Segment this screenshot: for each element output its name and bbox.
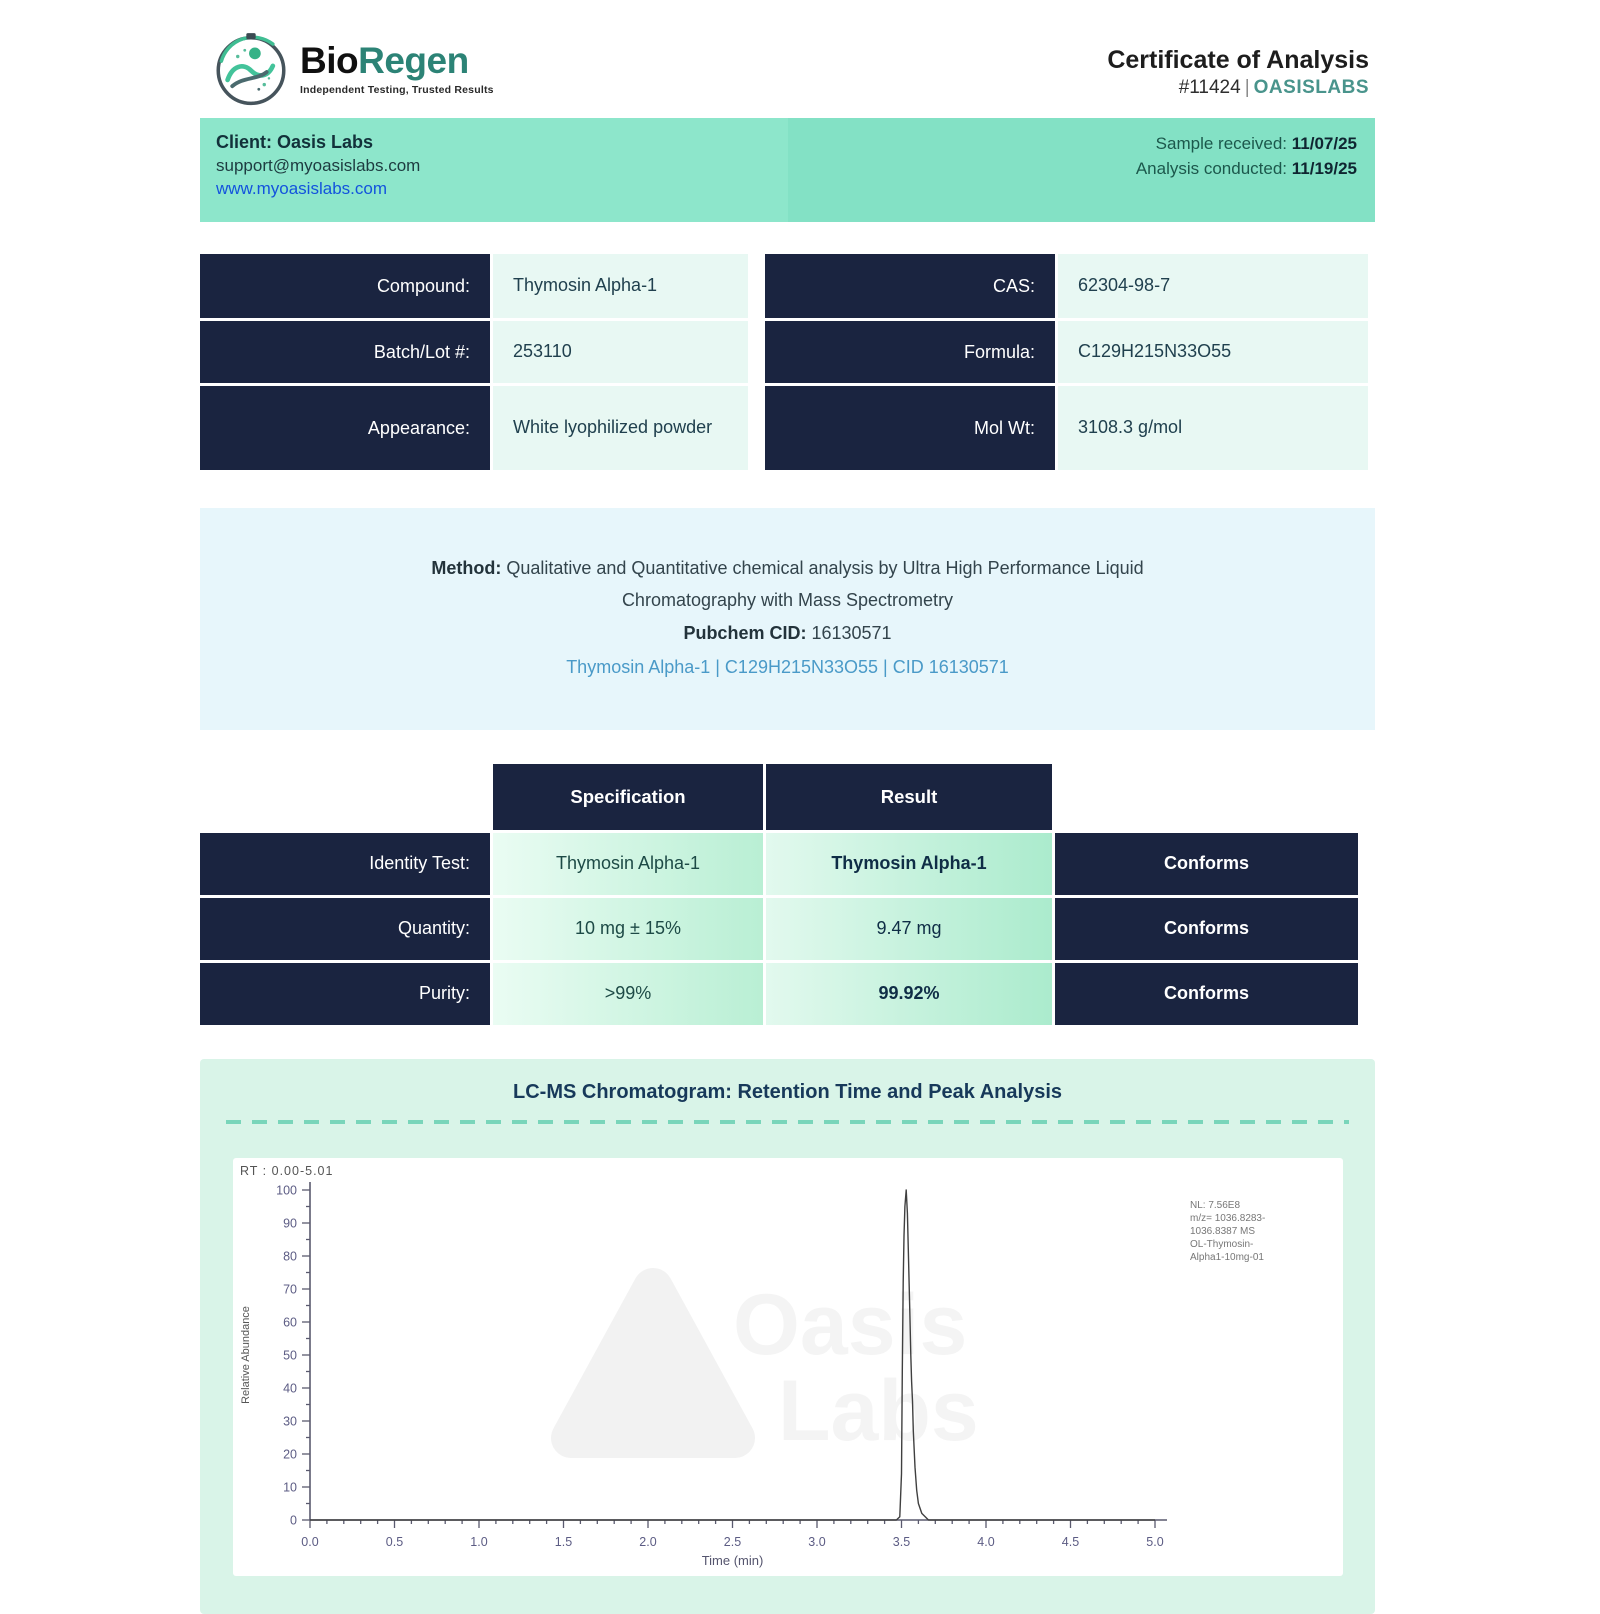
quantity-status: Conforms: [1055, 898, 1358, 960]
brand-tagline: Independent Testing, Trusted Results: [300, 83, 494, 96]
y-tick-label: 80: [282, 1249, 297, 1264]
x-tick-label: 2.5: [723, 1534, 741, 1549]
results-header-spacer: [1055, 764, 1358, 830]
batch-label: Batch/Lot #:: [200, 321, 490, 383]
method-line: [270, 552, 1305, 584]
client-website-link[interactable]: www.myoasislabs.com: [216, 179, 387, 198]
cas-value: 62304-98-7: [1058, 254, 1368, 318]
analysis-conducted-date: 11/19/25: [1291, 159, 1357, 178]
x-tick-label: 3.5: [892, 1534, 910, 1549]
y-tick-label: 60: [282, 1315, 297, 1330]
x-tick-label: 1.5: [554, 1534, 572, 1549]
dashed-divider: [226, 1120, 1349, 1124]
pubchem-label: Pubchem CID:: [683, 622, 807, 643]
sample-received-line: [788, 134, 1358, 154]
watermark-triangle-icon: [571, 1288, 735, 1438]
peak-annotation-line: 1036.8387 MS: [1189, 1225, 1255, 1237]
brand-bio: Bio: [300, 40, 359, 82]
purity-result: 99.92%: [766, 963, 1052, 1025]
method-panel: [200, 508, 1375, 730]
molwt-label: Mol Wt:: [765, 386, 1055, 470]
y-tick-label: 50: [282, 1348, 297, 1363]
compound-label: Compound:: [200, 254, 490, 318]
rt-range-label: RT : 0.00-5.01: [239, 1163, 333, 1178]
compound-table-left: [200, 254, 748, 470]
purity-spec: >99%: [493, 963, 763, 1025]
y-tick-label: 90: [282, 1216, 297, 1231]
formula-value: C129H215N33O55: [1058, 321, 1368, 383]
certificate-subtitle: [1107, 77, 1369, 99]
formula-label: Formula:: [765, 321, 1055, 383]
y-tick-label: 0: [289, 1513, 297, 1528]
quantity-spec: 10 mg ± 15%: [493, 898, 763, 960]
peak-annotation-line: NL: 7.56E8: [1189, 1199, 1240, 1211]
x-tick-label: 1.0: [469, 1534, 488, 1549]
chromatogram-plot: [233, 1158, 1343, 1576]
peak-annotation-line: Alpha1-10mg-01: [1189, 1251, 1264, 1263]
header: [200, 28, 1375, 110]
x-tick-label: 5.0: [1145, 1534, 1164, 1549]
y-tick-label: 70: [282, 1282, 297, 1297]
pubchem-line: [270, 617, 1305, 649]
client-band: [200, 118, 1375, 222]
x-tick-label: 3.0: [807, 1534, 826, 1549]
watermark-text: Oasis: [732, 1276, 967, 1373]
molwt-value: 3108.3 g/mol: [1058, 386, 1368, 470]
certificate-page: [200, 0, 1375, 1614]
y-tick-label: 30: [282, 1414, 297, 1429]
appearance-value: White lyophilized powder: [493, 386, 748, 470]
identity-test-label: Identity Test:: [200, 833, 490, 895]
y-tick-label: 10: [282, 1480, 297, 1495]
peak-annotation-line: OL-Thymosin-: [1189, 1238, 1253, 1250]
compound-info-tables: [200, 254, 1375, 470]
sample-received-date: 11/07/25: [1291, 134, 1357, 153]
client-email: support@myoasislabs.com: [216, 156, 421, 175]
bioregen-logo-icon: [212, 28, 290, 110]
chromatogram-panel: [200, 1059, 1375, 1614]
method-text-line1: Qualitative and Quantitative chemical analysis by Ultra High Performance Liquid: [506, 558, 1144, 578]
y-tick-label: 20: [282, 1447, 297, 1462]
identity-test-status: Conforms: [1055, 833, 1358, 895]
logo-text-block: [300, 42, 494, 96]
purity-status: Conforms: [1055, 963, 1358, 1025]
sample-received-label: Sample received:: [1155, 134, 1292, 153]
brand-regen: Regen: [358, 40, 469, 82]
specification-header: Specification: [493, 764, 763, 830]
x-tick-label: 4.0: [976, 1534, 995, 1549]
peak-annotation-line: m/z= 1036.8283-: [1189, 1212, 1265, 1224]
identity-test-spec: Thymosin Alpha-1: [493, 833, 763, 895]
x-tick-label: 0.5: [385, 1534, 403, 1549]
brand-name: [300, 42, 494, 81]
analysis-dates: [788, 118, 1376, 222]
watermark-text: Labs: [777, 1362, 979, 1459]
x-axis-label: Time (min): [701, 1552, 763, 1568]
results-header-spacer: [200, 764, 490, 830]
batch-value: 253110: [493, 321, 748, 383]
client-name: Client: Oasis Labs: [216, 132, 374, 152]
analysis-conducted-line: [788, 159, 1358, 179]
separator: |: [1244, 77, 1250, 98]
analysis-conducted-label: Analysis conducted:: [1135, 159, 1292, 178]
quantity-result: 9.47 mg: [766, 898, 1052, 960]
identity-test-result: Thymosin Alpha-1: [766, 833, 1052, 895]
chromatogram-plot-box: [233, 1158, 1343, 1576]
quantity-label: Quantity:: [200, 898, 490, 960]
certificate-title: Certificate of Analysis: [1107, 46, 1369, 74]
y-tick-label: 40: [282, 1381, 297, 1396]
results-table: [200, 764, 1375, 1025]
method-label: Method:: [431, 558, 502, 578]
y-axis-label: Relative Abundance: [239, 1305, 252, 1404]
x-tick-label: 0.0: [300, 1534, 319, 1549]
certificate-header: [1107, 28, 1369, 99]
compound-table-right: [765, 254, 1368, 470]
x-tick-label: 2.0: [638, 1534, 657, 1549]
cas-label: CAS:: [765, 254, 1055, 318]
chromatogram-title: LC-MS Chromatogram: Retention Time and Peak Analysis: [513, 1080, 1062, 1103]
certificate-number: #11424: [1178, 77, 1241, 98]
bioregen-logo: [212, 28, 494, 110]
y-tick-label: 100: [275, 1183, 297, 1198]
purity-label: Purity:: [200, 963, 490, 1025]
compound-value: Thymosin Alpha-1: [493, 254, 748, 318]
appearance-label: Appearance:: [200, 386, 490, 470]
pubchem-value: 16130571: [811, 622, 892, 643]
result-header: Result: [766, 764, 1052, 830]
pubchem-compound-link[interactable]: Thymosin Alpha-1 | C129H215N33O55 | CID 16130571: [566, 657, 1009, 678]
method-text-line2: Chromatography with Mass Spectrometry: [621, 590, 954, 611]
lab-name: OASISLABS: [1253, 77, 1369, 98]
client-info: [200, 118, 788, 222]
x-tick-label: 4.5: [1061, 1534, 1079, 1549]
